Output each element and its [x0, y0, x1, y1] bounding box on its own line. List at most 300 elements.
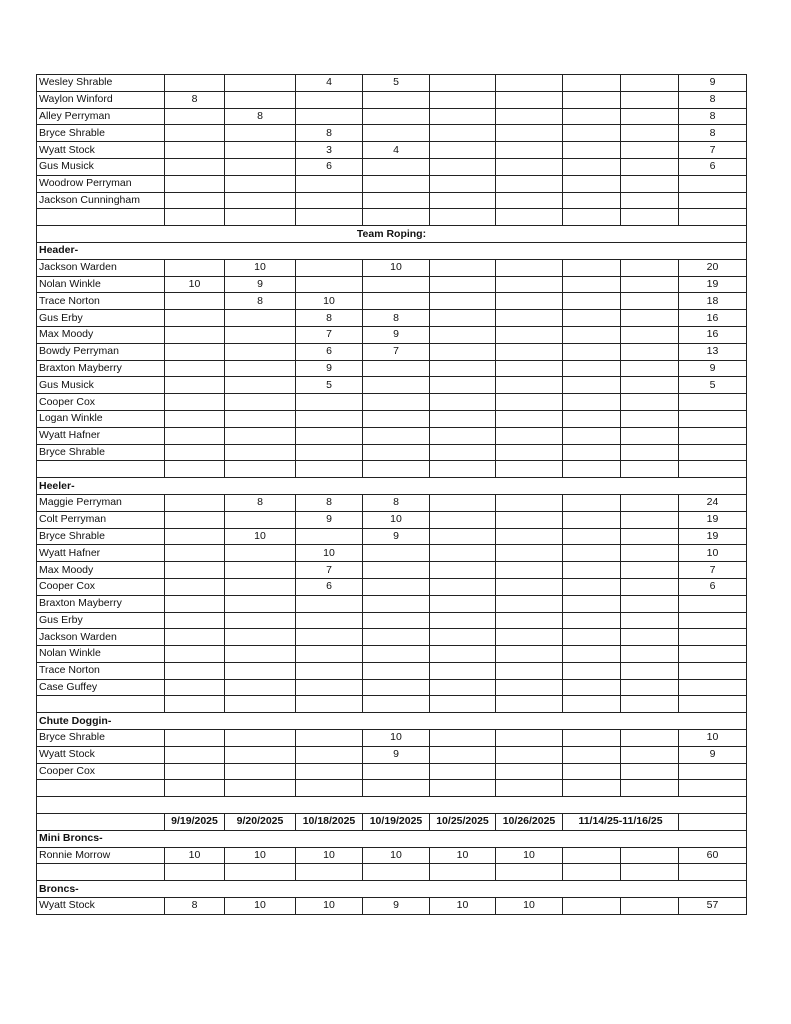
score-cell: 3	[296, 142, 363, 159]
score-cell	[296, 528, 363, 545]
score-cell	[225, 444, 296, 461]
table-row	[37, 310, 747, 327]
score-cell	[225, 511, 296, 528]
table-row	[37, 326, 747, 343]
score-cell	[621, 629, 679, 646]
score-cell	[621, 427, 679, 444]
score-cell	[225, 192, 296, 209]
score-cell	[430, 612, 496, 629]
score-cell	[225, 612, 296, 629]
score-cell: 9	[363, 746, 430, 763]
score-cell	[165, 511, 225, 528]
score-cell	[225, 142, 296, 159]
contestant-name: Woodrow Perryman	[37, 175, 165, 192]
score-cell	[165, 595, 225, 612]
score-cell	[496, 293, 563, 310]
score-cell	[225, 780, 296, 797]
score-cell	[563, 746, 621, 763]
score-cell	[225, 377, 296, 394]
contestant-name: Cooper Cox	[37, 578, 165, 595]
contestant-name: Maggie Perryman	[37, 494, 165, 511]
contestant-name: Trace Norton	[37, 662, 165, 679]
score-cell	[296, 746, 363, 763]
score-cell: 4	[296, 75, 363, 92]
contestant-name: Nolan Winkle	[37, 276, 165, 293]
table-row	[37, 276, 747, 293]
score-cell	[363, 545, 430, 562]
score-cell: 8	[296, 494, 363, 511]
total-cell	[679, 209, 747, 226]
table-row	[37, 780, 747, 797]
score-cell	[430, 595, 496, 612]
score-cell	[496, 763, 563, 780]
score-cell	[563, 679, 621, 696]
score-cell	[563, 394, 621, 411]
score-cell	[430, 259, 496, 276]
score-cell	[296, 276, 363, 293]
total-cell: 7	[679, 142, 747, 159]
score-cell	[430, 494, 496, 511]
total-cell: 19	[679, 276, 747, 293]
score-cell: 10	[496, 847, 563, 864]
score-cell	[621, 780, 679, 797]
contestant-name: Cooper Cox	[37, 763, 165, 780]
score-cell	[363, 125, 430, 142]
score-cell	[621, 696, 679, 713]
score-cell	[496, 158, 563, 175]
score-cell	[363, 158, 430, 175]
section-header: Chute Doggin-	[37, 713, 747, 730]
contestant-name: Waylon Winford	[37, 91, 165, 108]
score-cell	[496, 864, 563, 881]
score-cell	[563, 696, 621, 713]
contestant-name: Wyatt Hafner	[37, 545, 165, 562]
score-cell	[430, 461, 496, 478]
score-cell	[363, 696, 430, 713]
table-row	[37, 158, 747, 175]
contestant-name	[37, 209, 165, 226]
section-header-row	[37, 242, 747, 259]
score-cell	[621, 545, 679, 562]
score-cell	[296, 461, 363, 478]
score-cell	[621, 847, 679, 864]
score-cell	[621, 730, 679, 747]
score-cell	[496, 545, 563, 562]
score-cell	[225, 696, 296, 713]
score-cell	[563, 259, 621, 276]
score-cell: 8	[296, 310, 363, 327]
score-cell	[621, 276, 679, 293]
contestant-name	[37, 461, 165, 478]
contestant-name: Braxton Mayberry	[37, 595, 165, 612]
score-cell: 6	[296, 343, 363, 360]
score-cell	[563, 646, 621, 663]
score-cell	[496, 310, 563, 327]
table-row	[37, 662, 747, 679]
score-cell	[225, 864, 296, 881]
score-cell: 10	[296, 293, 363, 310]
score-cell: 10	[225, 847, 296, 864]
score-cell	[225, 175, 296, 192]
date-header: 10/25/2025	[430, 814, 496, 831]
total-cell	[679, 696, 747, 713]
score-cell: 9	[296, 360, 363, 377]
score-cell	[496, 444, 563, 461]
score-cell	[496, 427, 563, 444]
score-cell	[430, 326, 496, 343]
score-cell	[296, 175, 363, 192]
table-row	[37, 595, 747, 612]
score-cell	[165, 209, 225, 226]
total-cell: 16	[679, 326, 747, 343]
score-cell	[363, 410, 430, 427]
score-cell	[496, 595, 563, 612]
total-cell: 20	[679, 259, 747, 276]
score-cell	[563, 91, 621, 108]
score-cell	[621, 310, 679, 327]
score-cell	[430, 108, 496, 125]
score-cell	[225, 209, 296, 226]
score-cell: 8	[225, 108, 296, 125]
score-cell: 8	[363, 310, 430, 327]
score-cell	[225, 427, 296, 444]
score-cell	[621, 528, 679, 545]
total-cell: 19	[679, 528, 747, 545]
score-cell	[296, 595, 363, 612]
score-cell	[165, 394, 225, 411]
score-cell	[621, 612, 679, 629]
table-row	[37, 427, 747, 444]
score-cell	[430, 511, 496, 528]
score-cell	[621, 75, 679, 92]
total-cell: 9	[679, 746, 747, 763]
total-cell: 19	[679, 511, 747, 528]
score-cell	[296, 612, 363, 629]
score-cell	[496, 629, 563, 646]
contestant-name: Braxton Mayberry	[37, 360, 165, 377]
section-header-row	[37, 478, 747, 495]
score-cell	[563, 578, 621, 595]
date-header: 10/19/2025	[363, 814, 430, 831]
score-cell	[363, 780, 430, 797]
contestant-name: Wyatt Stock	[37, 898, 165, 915]
table-row	[37, 578, 747, 595]
score-cell	[621, 494, 679, 511]
score-cell	[430, 276, 496, 293]
contestant-name: Gus Erby	[37, 612, 165, 629]
total-cell: 10	[679, 545, 747, 562]
score-cell	[563, 763, 621, 780]
total-cell: 18	[679, 293, 747, 310]
score-cell	[165, 343, 225, 360]
table-row	[37, 494, 747, 511]
score-cell	[496, 696, 563, 713]
score-cell	[296, 259, 363, 276]
score-cell	[563, 75, 621, 92]
score-cell	[165, 310, 225, 327]
score-cell	[496, 125, 563, 142]
score-cell	[225, 646, 296, 663]
score-cell	[430, 209, 496, 226]
score-cell	[563, 780, 621, 797]
score-cell	[363, 679, 430, 696]
score-cell	[363, 293, 430, 310]
score-cell	[621, 209, 679, 226]
score-cell	[621, 562, 679, 579]
score-cell	[496, 360, 563, 377]
table-row	[37, 562, 747, 579]
score-cell	[496, 394, 563, 411]
score-cell	[430, 293, 496, 310]
score-cell	[165, 175, 225, 192]
score-cell	[363, 394, 430, 411]
score-cell	[430, 91, 496, 108]
score-cell	[296, 394, 363, 411]
contestant-name	[37, 864, 165, 881]
score-cell: 9	[363, 326, 430, 343]
total-cell	[679, 444, 747, 461]
score-cell	[165, 562, 225, 579]
total-cell	[679, 662, 747, 679]
score-cell	[430, 780, 496, 797]
score-cell	[563, 293, 621, 310]
score-cell	[496, 746, 563, 763]
score-cell: 8	[165, 898, 225, 915]
score-cell	[563, 629, 621, 646]
score-cell	[430, 310, 496, 327]
section-header: Broncs-	[37, 881, 747, 898]
score-cell	[430, 679, 496, 696]
score-cell: 4	[363, 142, 430, 159]
total-cell: 9	[679, 360, 747, 377]
score-cell	[563, 494, 621, 511]
score-cell	[165, 410, 225, 427]
table-row	[37, 746, 747, 763]
score-cell	[430, 142, 496, 159]
score-cell	[563, 730, 621, 747]
score-cell	[225, 662, 296, 679]
score-cell: 10	[363, 511, 430, 528]
score-cell	[225, 763, 296, 780]
score-cell	[165, 125, 225, 142]
score-cell	[563, 511, 621, 528]
score-cell: 7	[363, 343, 430, 360]
score-cell	[165, 192, 225, 209]
score-cell	[496, 511, 563, 528]
score-cell	[363, 646, 430, 663]
score-cell	[496, 562, 563, 579]
score-cell	[363, 91, 430, 108]
score-cell	[225, 158, 296, 175]
score-cell	[225, 578, 296, 595]
total-cell	[679, 629, 747, 646]
score-cell	[225, 343, 296, 360]
score-cell	[165, 293, 225, 310]
score-cell: 10	[296, 898, 363, 915]
score-cell	[165, 377, 225, 394]
score-cell: 10	[363, 259, 430, 276]
score-cell	[563, 158, 621, 175]
contestant-name: Wesley Shrable	[37, 75, 165, 92]
contestant-name: Wyatt Stock	[37, 142, 165, 159]
table-row	[37, 612, 747, 629]
score-cell	[621, 326, 679, 343]
score-cell	[363, 377, 430, 394]
score-cell	[563, 612, 621, 629]
score-cell: 8	[296, 125, 363, 142]
score-cell	[296, 730, 363, 747]
score-cell	[165, 75, 225, 92]
table-row	[37, 864, 747, 881]
blank-cell	[37, 814, 165, 831]
score-cell	[621, 461, 679, 478]
score-cell	[496, 528, 563, 545]
score-cell	[430, 192, 496, 209]
score-cell	[496, 646, 563, 663]
total-cell	[679, 679, 747, 696]
score-cell	[563, 125, 621, 142]
score-cell	[621, 293, 679, 310]
score-cell	[496, 192, 563, 209]
score-cell	[165, 864, 225, 881]
date-header: 10/18/2025	[296, 814, 363, 831]
score-cell	[225, 545, 296, 562]
score-cell	[363, 108, 430, 125]
score-cell	[563, 898, 621, 915]
score-cell	[621, 394, 679, 411]
total-cell: 16	[679, 310, 747, 327]
score-cell	[225, 125, 296, 142]
score-cell	[563, 847, 621, 864]
total-cell	[679, 427, 747, 444]
contestant-name: Jackson Warden	[37, 259, 165, 276]
score-cell	[296, 192, 363, 209]
contestant-name: Bryce Shrable	[37, 730, 165, 747]
contestant-name: Wyatt Stock	[37, 746, 165, 763]
score-cell	[430, 730, 496, 747]
score-cell	[165, 461, 225, 478]
score-cell	[430, 125, 496, 142]
table-row	[37, 377, 747, 394]
table-row	[37, 175, 747, 192]
score-cell	[225, 730, 296, 747]
score-cell: 10	[165, 276, 225, 293]
score-cell	[296, 427, 363, 444]
score-cell	[496, 730, 563, 747]
score-cell	[496, 494, 563, 511]
event-title-row	[37, 226, 747, 243]
score-cell	[496, 780, 563, 797]
contestant-name: Nolan Winkle	[37, 646, 165, 663]
score-cell: 5	[296, 377, 363, 394]
score-cell	[363, 864, 430, 881]
score-cell	[296, 662, 363, 679]
score-cell	[225, 394, 296, 411]
score-cell	[296, 780, 363, 797]
contestant-name: Max Moody	[37, 326, 165, 343]
score-cell	[296, 444, 363, 461]
contestant-name: Alley Perryman	[37, 108, 165, 125]
table-row	[37, 343, 747, 360]
score-cell	[165, 528, 225, 545]
score-cell	[563, 528, 621, 545]
section-header	[37, 797, 747, 814]
score-cell	[165, 578, 225, 595]
section-header: Header-	[37, 242, 747, 259]
score-cell	[363, 175, 430, 192]
contestant-name: Max Moody	[37, 562, 165, 579]
score-cell	[496, 276, 563, 293]
section-header-row	[37, 830, 747, 847]
table-row	[37, 545, 747, 562]
date-header: 11/14/25-11/16/25	[563, 814, 679, 831]
section-header-row	[37, 881, 747, 898]
score-cell: 10	[296, 545, 363, 562]
score-cell	[430, 864, 496, 881]
table-row	[37, 847, 747, 864]
score-cell	[165, 646, 225, 663]
section-header-row	[37, 713, 747, 730]
score-cell	[165, 545, 225, 562]
score-cell	[621, 175, 679, 192]
total-cell	[679, 595, 747, 612]
contestant-name: Logan Winkle	[37, 410, 165, 427]
score-cell	[621, 91, 679, 108]
score-cell	[165, 730, 225, 747]
score-cell	[563, 276, 621, 293]
contestant-name: Jackson Cunningham	[37, 192, 165, 209]
score-cell: 10	[430, 898, 496, 915]
table-row	[37, 763, 747, 780]
total-cell: 13	[679, 343, 747, 360]
score-cell	[165, 746, 225, 763]
score-cell	[621, 646, 679, 663]
score-cell: 5	[363, 75, 430, 92]
score-cell	[563, 360, 621, 377]
table-row	[37, 629, 747, 646]
contestant-name: Bryce Shrable	[37, 444, 165, 461]
score-cell	[225, 595, 296, 612]
total-cell: 6	[679, 158, 747, 175]
table-row	[37, 108, 747, 125]
score-cell	[496, 108, 563, 125]
table-row	[37, 394, 747, 411]
score-cell	[165, 427, 225, 444]
score-cell	[621, 192, 679, 209]
total-cell: 57	[679, 898, 747, 915]
score-cell: 7	[296, 562, 363, 579]
score-cell	[621, 259, 679, 276]
section-header: Heeler-	[37, 478, 747, 495]
score-cell	[563, 545, 621, 562]
score-cell	[363, 662, 430, 679]
score-cell	[496, 410, 563, 427]
score-cell	[296, 91, 363, 108]
score-cell	[563, 175, 621, 192]
section-header-row	[37, 797, 747, 814]
total-cell: 6	[679, 578, 747, 595]
table-row	[37, 209, 747, 226]
score-cell	[621, 898, 679, 915]
score-cell: 8	[225, 293, 296, 310]
contestant-name: Gus Musick	[37, 377, 165, 394]
score-cell	[225, 679, 296, 696]
score-cell	[296, 410, 363, 427]
score-cell	[430, 646, 496, 663]
score-cell	[430, 662, 496, 679]
score-cell	[430, 528, 496, 545]
score-cell	[563, 192, 621, 209]
